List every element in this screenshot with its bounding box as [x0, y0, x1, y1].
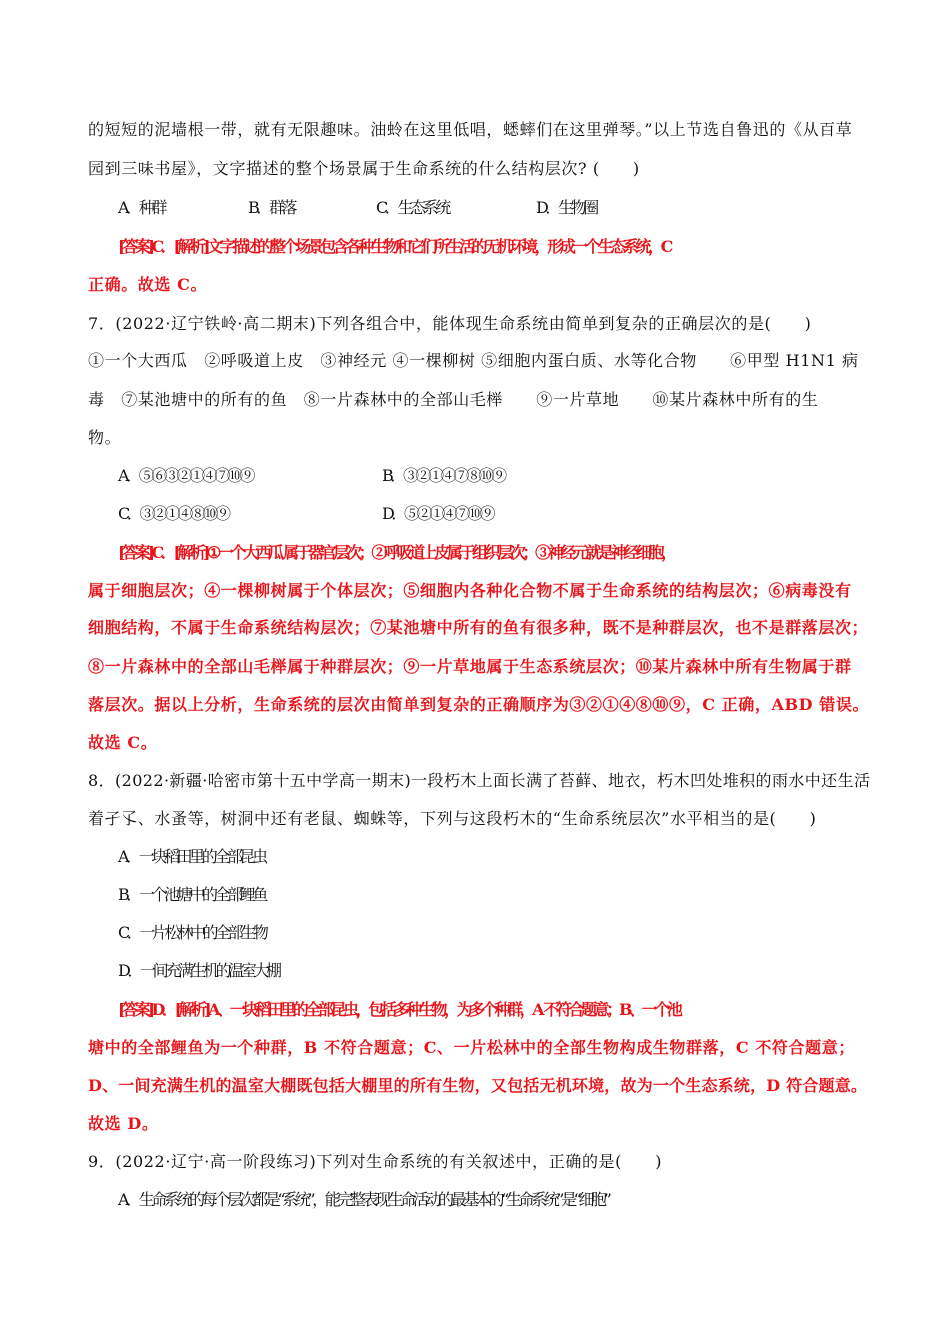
q7-option-c: C．③②①④⑧⑩⑨ [118, 504, 228, 523]
q6-option-a: A．种群 [118, 198, 164, 217]
q8-option-a: A．一块稻田里的全部昆虫 [118, 847, 265, 866]
q6-option-d: D．生物圈 [536, 198, 596, 217]
q6-option-c: C．生态系统 [376, 198, 448, 217]
q6-stem-line-2: 园到三味书屋》，文字描述的整个场景属于生命系统的什么结构层次? ( ) [88, 159, 640, 178]
q7-answer-line-1: [答案]C．[解析]①一个大西瓜 属于器官层次；②呼吸道上皮属于组织层次；③神经元就是神经细胞， [118, 543, 674, 562]
q6-answer-line-1: [答案]C．[解析]文字描述的整个场景包含各种生物和它们所生活的无机环境，形成一个生态系统，C [118, 237, 670, 256]
q6-options [118, 197, 898, 219]
q7-option-d: D．⑤②①④⑦⑩⑨ [382, 504, 493, 523]
q8-stem-line-1: 8．(2022·新疆·哈密市第十五中学高一期末)一段朽木上面长满了苔藓、地衣，朽木凹处堆积的雨水中还生活 [88, 771, 871, 790]
q8-option-c: C．一片松林中的全部生物 [118, 923, 266, 942]
q6-option-b: B．群落 [248, 198, 295, 217]
q8-answer-line-2: 塘中的全部鲤鱼为一个种群，B 不符合题意；C、一片松林中的全部生物构成生物群落，C 不符合题意； [88, 1038, 855, 1057]
q8-answer-line-3: D、一间充满生机的温室大棚既包括大棚里的所有生物，又包括无机环境，故为一个生态系统，D 符合题意。 [88, 1076, 868, 1095]
q8-option-d: D．一间充满生机的温室大棚 [118, 961, 279, 980]
q7-answer-line-6: 故选 C。 [88, 733, 158, 752]
q7-answer-line-5: 落层次。据以上分析，生命系统的层次由简单到复杂的正确顺序为③②①④⑧⑩⑨，C 正确，ABD 错误。 [88, 695, 870, 714]
q7-answer-line-4: ⑧一片森林中的全部山毛榉属于种群层次；⑨一片草地属于生态系统层次；⑩某片森林中所有生物属于群 [88, 657, 852, 676]
q7-answer-line-3: 细胞结构，不属于生命系统结构层次；⑦某池塘中所有的鱼有很多种，既不是种群层次，也不是群落层次； [88, 618, 869, 637]
q7-stem-line-4: 物。 [88, 428, 122, 447]
q7-options-row-1 [118, 465, 898, 487]
q7-stem-line-3: 毒 ⑦某池塘中的所有的鱼 ⑧一片森林中的全部山毛榉 ⑨一片草地 ⑩某片森林中所有的生 [88, 390, 819, 409]
q7-stem-line-1: 7．(2022·辽宁铁岭·高二期末)下列各组合中，能体现生命系统由简单到复杂的正确层次的是( ) [88, 314, 812, 333]
q8-answer-line-1: [答案]D．[解析]A、一块稻田里的全部昆虫，包括多种生物，为多个种群，A 不符合题意；B、一个池 [118, 1000, 680, 1019]
q7-stem-line-2: ①一个大西瓜 ②呼吸道上皮 ③神经元 ④一棵柳树 ⑤细胞内蛋白质、水等化合物 ⑥甲型 H1N1 病 [88, 351, 859, 370]
q8-stem-line-2: 着孑孓、水蚤等，树洞中还有老鼠、蜘蛛等，下列与这段朽木的“生命系统层次”水平相当的是( ) [88, 809, 817, 828]
q7-option-b: B．③②①④⑦⑧⑩⑨ [382, 466, 504, 485]
q7-answer-line-2: 属于细胞层次；④一棵柳树属于个体层次；⑤细胞内各种化合物不属于生命系统的结构层次；⑥病毒没有 [88, 581, 852, 600]
q7-option-a: A．⑤⑥③②①④⑦⑩⑨ [118, 466, 253, 485]
q9-stem-line-1: 9．(2022·辽宁·高一阶段练习)下列对生命系统的有关叙述中，正确的是( ) [88, 1152, 663, 1171]
q8-option-b: B．一个池塘中的全部鲤鱼 [118, 885, 265, 904]
q6-stem-line-1: 的短短的泥墙根一带，就有无限趣味。油蛉在这里低唱，蟋蟀们在这里弹琴。”以上节选自鲁迅的《从百草 [88, 120, 853, 139]
q9-option-a: A．生命系统的每个层次都是“系统”，能完整表现生命活动的最基本的“生命系统”是“细胞” [118, 1190, 609, 1209]
q6-answer-line-2: 正确。故选 C。 [88, 275, 208, 294]
q7-options-row-2 [118, 503, 898, 525]
q8-answer-line-4: 故选 D。 [88, 1114, 159, 1133]
